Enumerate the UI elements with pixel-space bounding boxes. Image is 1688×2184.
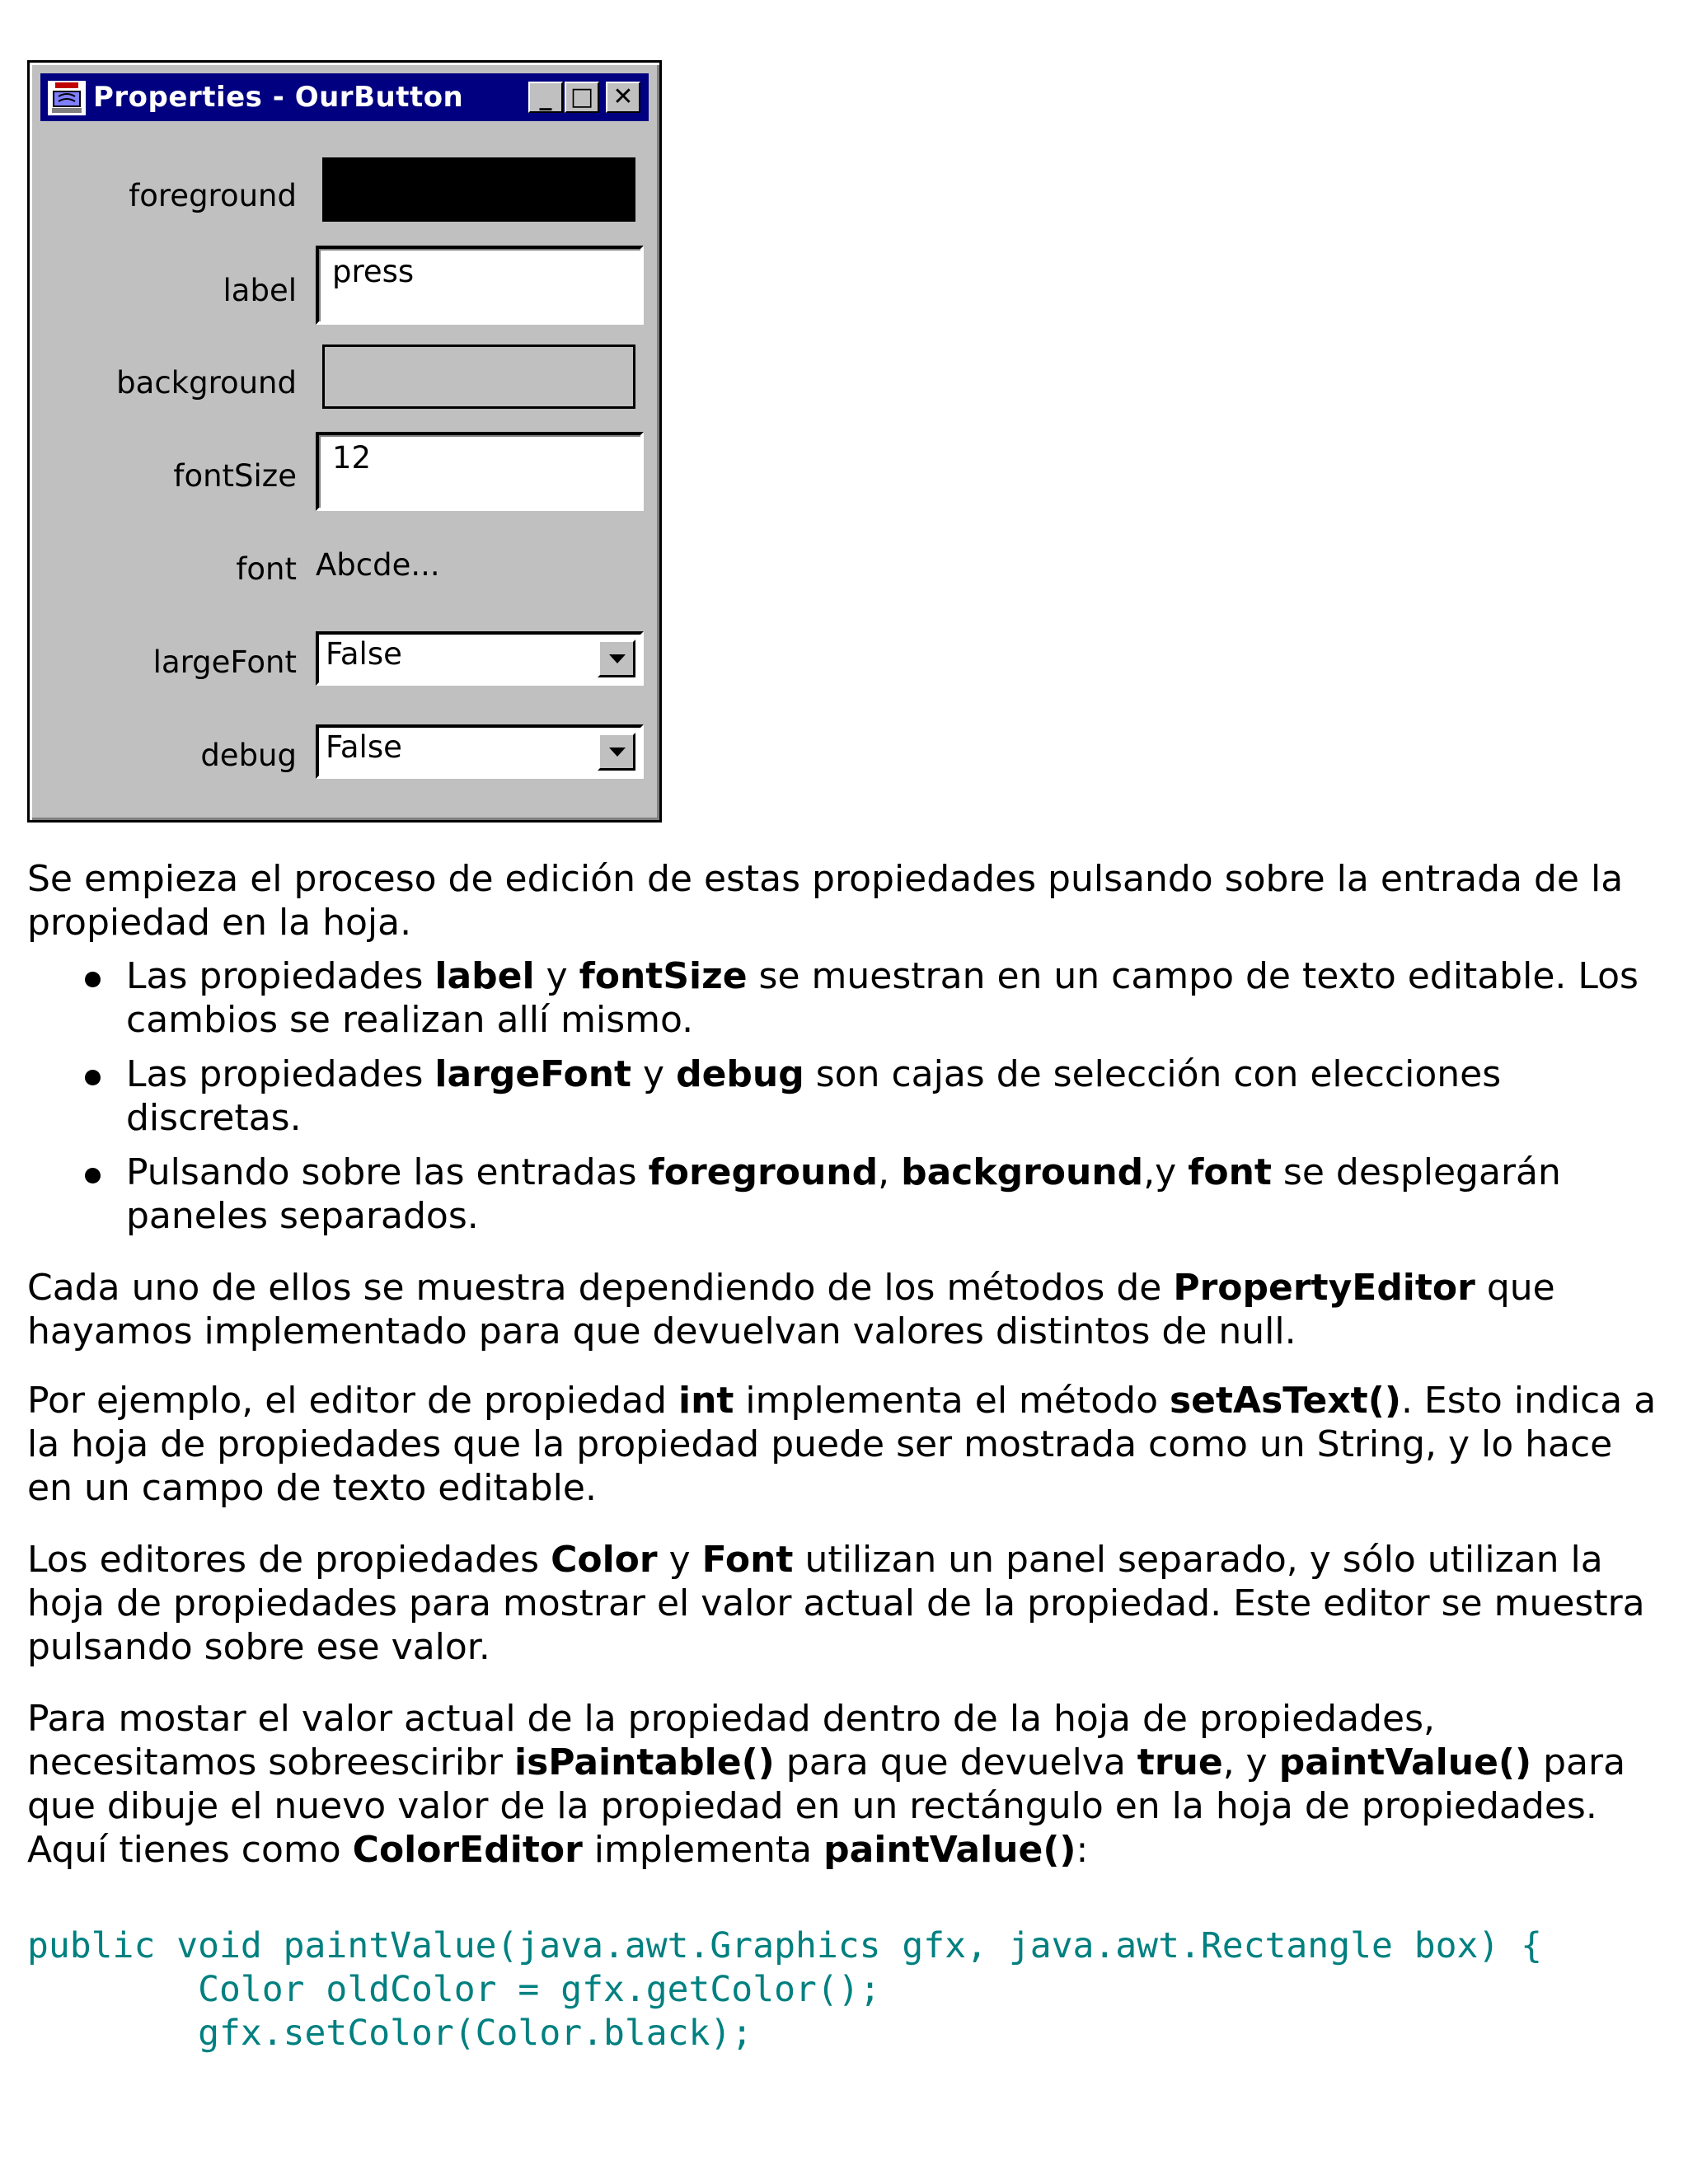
largefont-label: largeFont [152,644,297,680]
list-item: Las propiedades largeFont y debug son cajas de selección con elecciones discretas. [27,1052,1667,1140]
title-bar[interactable] [40,73,649,121]
debug-label: debug [200,738,297,773]
label-label: label [223,273,297,308]
intro-paragraph: Se empieza el proceso de edición de estas propiedades pulsando sobre la entrada de la propiedad en la hoja. [27,858,1624,944]
paragraph-int-editor: Por ejemplo, el editor de propiedad int implementa el método setAsText(). Esto indica a la hoja de propiedades que la propiedad puede ser mostrada como un String, y lo hace en un campo de texto editable. [27,1380,1657,1509]
debug-select[interactable] [316,724,644,779]
code-line: public void paintValue(java.awt.Graphics gfx, java.awt.Rectangle box) { [27,1925,1543,1966]
minimize-icon: _ [539,82,552,111]
java-app-icon [47,80,87,116]
foreground-color-swatch[interactable] [322,157,635,222]
close-button[interactable] [606,82,640,113]
largefont-select[interactable] [316,631,644,686]
paragraph-color-font-editors: Los editores de propiedades Color y Font utilizan un panel separado, y sólo utilizan la hoja de propiedades para mostrar el valor actual de la propiedad. Este editor se muestra pulsando sobre ese valor. [27,1539,1645,1668]
window-title: Properties - OurButton [93,81,464,114]
label-input[interactable]: press [316,246,644,325]
foreground-label: foreground [129,178,297,213]
fontsize-input[interactable]: 12 [316,432,644,511]
paragraph-paint-value: Para mostar el valor actual de la propiedad dentro de la hoja de propiedades, necesitamos sobreesciribr isPaintable() para que devuelva true, y paintValue() para que dibuje el nuevo valor de la propiedad en un rectángulo en la hoja de propiedades. Aquí tienes como ColorEditor implementa paintValue(): [27,1698,1626,1871]
font-label: font [236,551,297,587]
minimize-button[interactable] [528,82,563,113]
maximize-button[interactable] [565,82,599,113]
list-item: Pulsando sobre las entradas foreground, background,y font se desplegarán paneles separados. [27,1151,1667,1238]
chevron-down-icon[interactable] [598,733,635,771]
close-icon: ✕ [612,82,634,111]
code-line: gfx.setColor(Color.black); [27,2013,753,2054]
maximize-icon: □ [570,82,594,111]
background-label: background [116,365,297,401]
largefont-selected-value: False [326,636,402,672]
font-value[interactable]: Abcde... [316,547,440,583]
code-line: Color oldColor = gfx.getColor(); [27,1969,881,2010]
background-color-swatch[interactable] [322,344,635,409]
chevron-down-icon[interactable] [598,640,635,677]
paragraph-property-editor: Cada uno de ellos se muestra dependiendo de los métodos de PropertyEditor que hayamos implementado para que devuelvan valores distintos de null. [27,1267,1555,1352]
properties-window [27,60,662,823]
bullet-list [27,954,1667,1249]
list-item: Las propiedades label y fontSize se muestran en un campo de texto editable. Los cambios se realizan allí mismo. [27,954,1667,1042]
debug-selected-value: False [326,729,402,765]
fontsize-label: fontSize [173,458,297,494]
code-block [27,1924,1542,2055]
